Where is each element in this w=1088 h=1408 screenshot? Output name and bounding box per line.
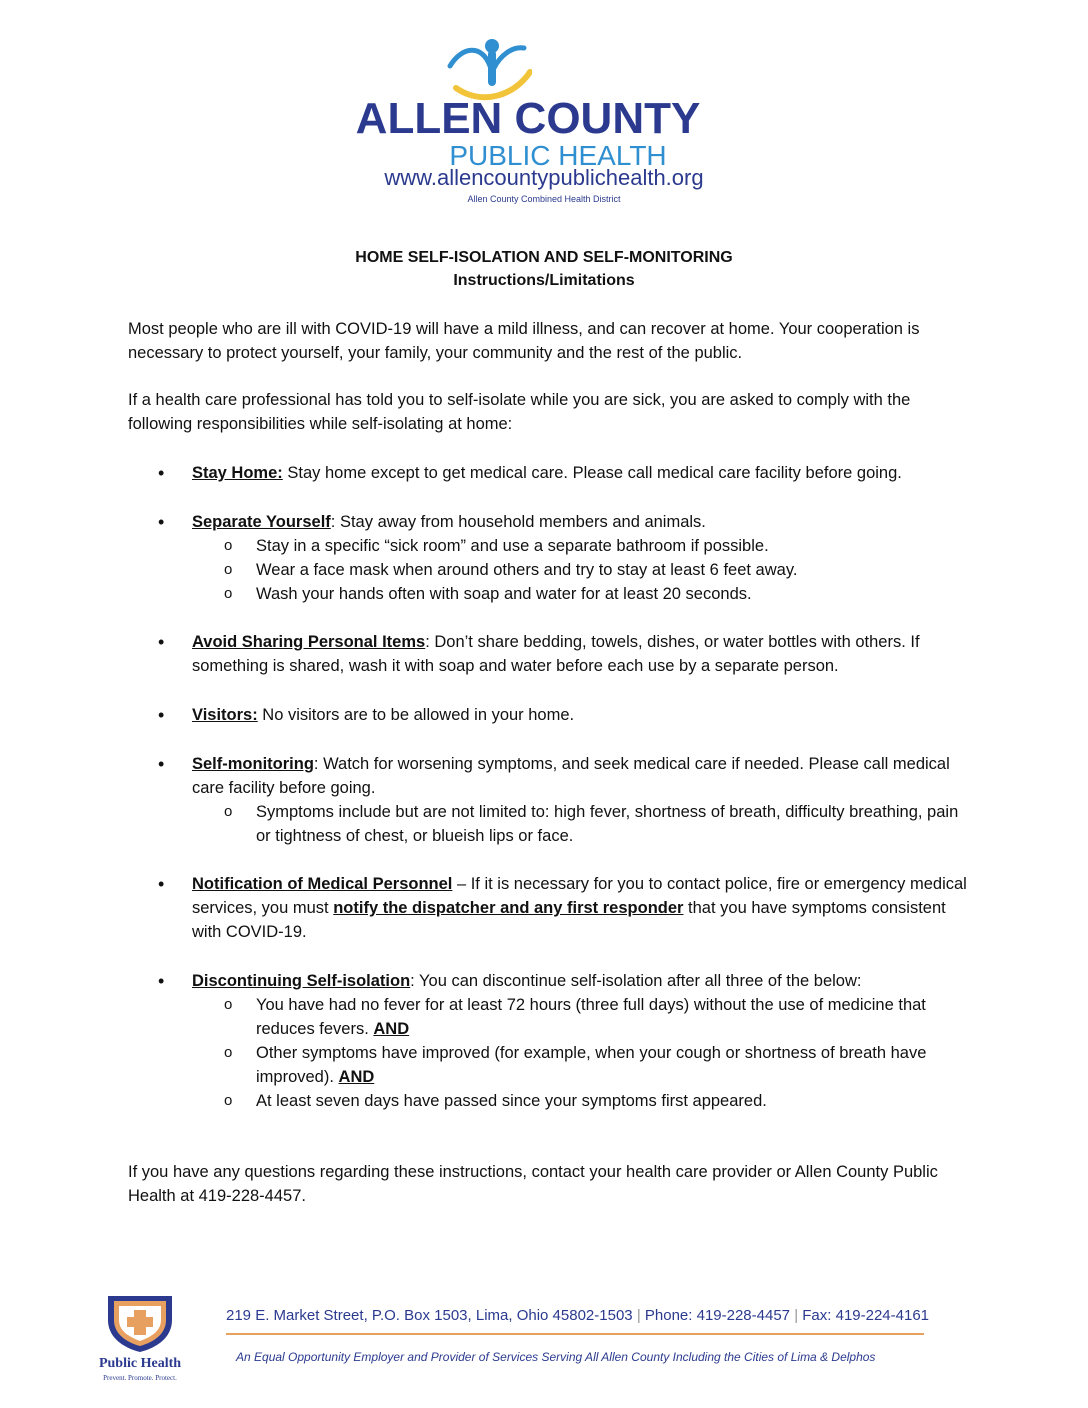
list-item-notification xyxy=(192,872,972,944)
item-label: Separate Yourself xyxy=(192,513,331,531)
org-subname: PUBLIC HEALTH xyxy=(449,140,667,171)
item-emphasis: notify the dispatcher and any first responder xyxy=(333,899,684,917)
sub-bullet-icon: o xyxy=(224,1092,233,1109)
item-text: : Watch for worsening symptoms, and seek medical care if needed. Please call medical care facility before going. xyxy=(192,755,950,797)
footer-divider xyxy=(226,1333,924,1335)
item-text: No visitors are to be allowed in your home. xyxy=(257,706,575,724)
item-label: Stay Home: xyxy=(192,464,283,482)
item-label: Discontinuing Self-isolation xyxy=(192,972,411,990)
website-link[interactable]: www.allencountypublichealth.org xyxy=(384,165,704,190)
sub-bullet-icon: o xyxy=(224,1044,233,1061)
sub-item: Wear a face mask when around others and try to stay at least 6 feet away. xyxy=(256,561,798,579)
document-subtitle: Instructions/Limitations xyxy=(453,272,635,289)
sub-item xyxy=(256,993,976,1041)
intro-paragraph-1: Most people who are ill with COVID-19 will have a mild illness, and can recover at home. Your cooperation is necessary to protect yourself, your family, your community and the rest of the public. xyxy=(128,320,920,362)
separator: | xyxy=(794,1307,799,1324)
org-logo xyxy=(318,36,738,171)
item-text: : You can discontinue self-isolation after all three of the below: xyxy=(410,972,862,990)
footer-logo-text: Public Health xyxy=(98,1356,182,1371)
bullet-icon: • xyxy=(158,971,165,991)
item-label: Visitors: xyxy=(192,706,258,724)
sub-item: Wash your hands often with soap and water for at least 20 seconds. xyxy=(256,585,752,603)
item-text: that you have symptoms consistent with COVID-19. xyxy=(192,899,946,941)
closing-paragraph: If you have any questions regarding these instructions, contact your health care provider or Allen County Public Health at 419-228-4457. xyxy=(128,1163,938,1205)
sub-item: Stay in a specific “sick room” and use a separate bathroom if possible. xyxy=(256,537,769,555)
org-name: ALLEN COUNTY xyxy=(355,94,701,143)
item-text: Stay home except to get medical care. Please call medical care facility before going. xyxy=(282,464,902,482)
district-name: Allen County Combined Health District xyxy=(467,194,621,204)
list-item-avoid-sharing xyxy=(192,630,972,678)
bullet-icon: • xyxy=(158,463,165,483)
footer-contact-line xyxy=(226,1307,930,1324)
sub-item: Symptoms include but are not limited to: high fever, shortness of breath, difficulty breathing, pain or tightness of chest, or blueish lips or face. xyxy=(256,803,959,845)
list-item-visitors xyxy=(192,703,972,727)
item-label: Notification of Medical Personnel xyxy=(192,875,453,893)
sub-item: At least seven days have passed since your symptoms first appeared. xyxy=(256,1092,767,1110)
footer-address: 219 E. Market Street, P.O. Box 1503, Lima, Ohio 45802-1503 xyxy=(226,1307,633,1324)
item-text: : Don’t share bedding, towels, dishes, or water bottles with others. If something is shared, wash it with soap and water before each use by a separate person. xyxy=(192,633,920,675)
item-label: Self-monitoring xyxy=(192,755,314,773)
sub-bullet-icon: o xyxy=(224,561,233,578)
item-label: Avoid Sharing Personal Items xyxy=(192,633,426,651)
sub-bullet-icon: o xyxy=(224,585,233,602)
footer-phone[interactable]: Phone: 419-228-4457 xyxy=(644,1307,791,1324)
sub-item-text: You have had no fever for at least 72 hours (three full days) without the use of medicine that reduces fevers. xyxy=(256,996,926,1038)
footer-eeo-statement: An Equal Opportunity Employer and Provider of Services Serving All Allen County Including the Cities of Lima & Delphos xyxy=(236,1350,876,1364)
bullet-icon: • xyxy=(158,705,165,725)
list-item-stay-home xyxy=(192,461,972,485)
bullet-icon: • xyxy=(158,754,165,774)
bullet-icon: • xyxy=(158,874,165,894)
document-title: HOME SELF-ISOLATION AND SELF-MONITORING xyxy=(355,249,733,266)
list-item-separate-yourself xyxy=(192,510,972,534)
sub-item-text: Other symptoms have improved (for example, when your cough or shortness of breath have improved). xyxy=(256,1044,927,1086)
sub-item xyxy=(256,1041,976,1089)
bullet-icon: • xyxy=(158,632,165,652)
sub-bullet-icon: o xyxy=(224,996,233,1013)
and-emphasis: AND xyxy=(338,1068,375,1086)
list-item-discontinuing xyxy=(192,969,972,993)
separator: | xyxy=(636,1307,641,1324)
footer-fax: Fax: 419-224-4161 xyxy=(802,1307,930,1324)
and-emphasis: AND xyxy=(373,1020,410,1038)
item-text: – If it is necessary for you to contact police, fire or emergency medical services, you must xyxy=(192,875,967,917)
footer-logo-tagline: Prevent. Promote. Protect. xyxy=(103,1374,177,1382)
public-health-shield-icon xyxy=(86,1290,194,1354)
intro-paragraph-2: If a health care professional has told you to self-isolate while you are sick, you are asked to comply with the following responsibilities while self-isolating at home: xyxy=(128,391,911,433)
list-item-self-monitoring xyxy=(192,752,972,800)
sub-bullet-icon: o xyxy=(224,537,233,554)
sub-bullet-icon: o xyxy=(224,803,233,820)
bullet-icon: • xyxy=(158,512,165,532)
item-text: : Stay away from household members and animals. xyxy=(330,513,706,531)
